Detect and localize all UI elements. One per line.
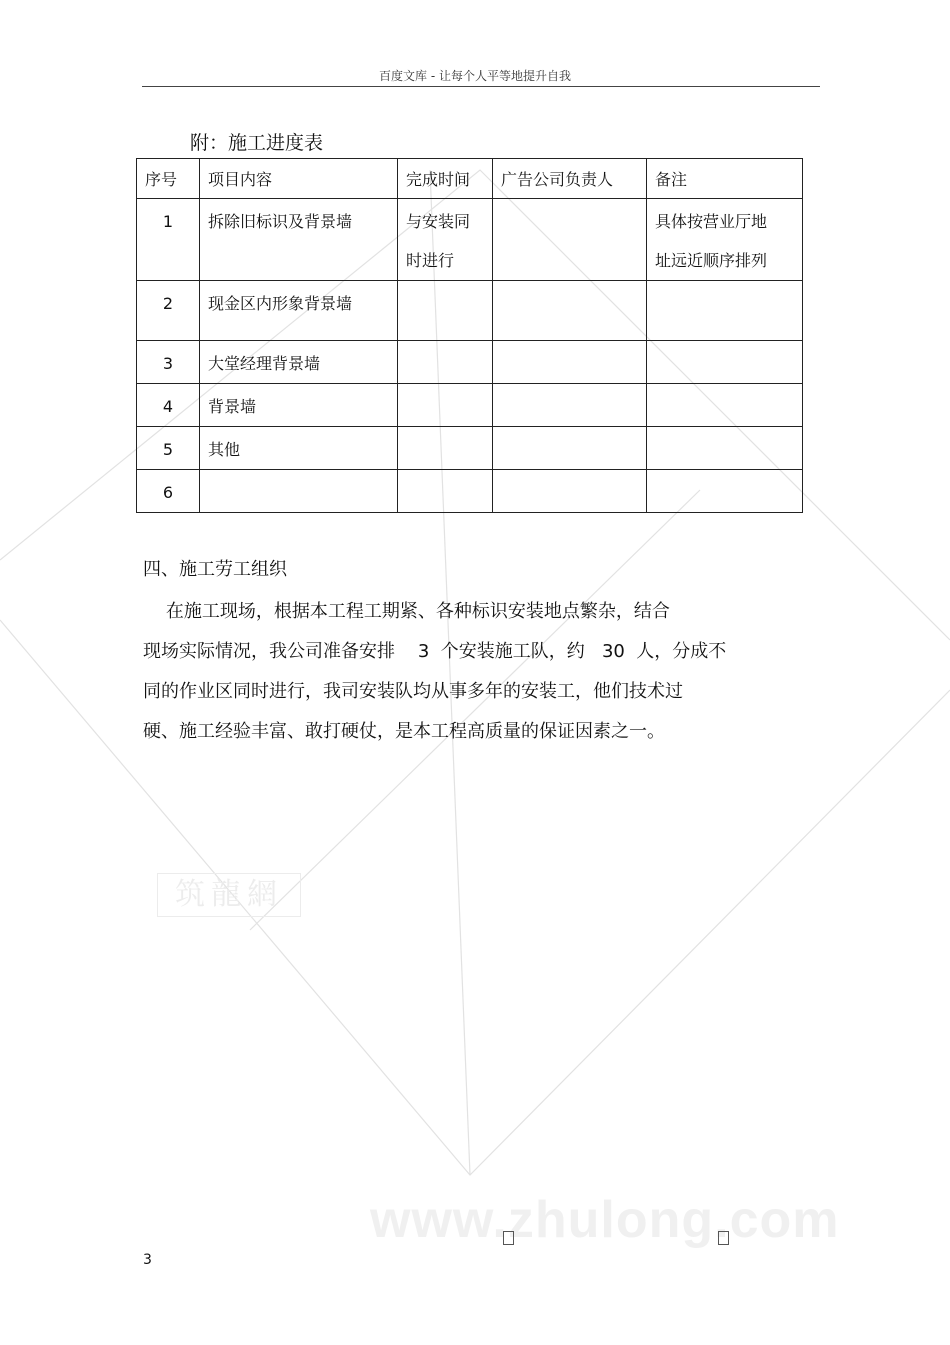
section-paragraph: [143, 592, 823, 752]
section-title: 四、施工劳工组织: [143, 559, 287, 580]
table-row: [137, 427, 803, 470]
missing-glyph-box: [718, 1231, 729, 1245]
cell-owner: [493, 281, 647, 341]
cell-item: 现金区内形象背景墙: [200, 281, 398, 341]
cell-no: 5: [137, 427, 200, 470]
page-header: 百度文库 - 让每个人平等地提升自我: [379, 69, 571, 83]
cell-note: [647, 384, 803, 427]
page-number: 3: [143, 1252, 152, 1268]
cell-time-line: 时进行: [406, 251, 455, 270]
cell-owner: [493, 199, 647, 281]
cell-time: [398, 384, 493, 427]
header-cell-time: 完成时间: [398, 159, 493, 199]
cell-no: 1: [137, 199, 200, 281]
missing-glyph-box: [503, 1231, 514, 1245]
cell-owner: [493, 427, 647, 470]
cell-item: 背景墙: [200, 384, 398, 427]
paragraph-line: 硬、施工经验丰富、敢打硬仗，是本工程高质量的保证因素之一。: [143, 721, 665, 742]
cell-no: 3: [137, 341, 200, 384]
cell-item: 拆除旧标识及背景墙: [200, 199, 398, 281]
cell-note: [647, 341, 803, 384]
cell-note: [647, 470, 803, 513]
header-cell-note: 备注: [647, 159, 803, 199]
cell-item: 大堂经理背景墙: [200, 341, 398, 384]
cell-owner: [493, 384, 647, 427]
table-caption: 附：施工进度表: [190, 132, 324, 154]
cell-time: [398, 341, 493, 384]
cell-time: [398, 281, 493, 341]
table-row: [137, 341, 803, 384]
watermark-url: www.zhulong.com: [370, 1191, 840, 1249]
watermark-logo: 筑龍網: [157, 873, 301, 917]
cell-note: [647, 281, 803, 341]
paragraph-line: 现场实际情况，我公司准备安排 3 个安装施工队，约 30 人，分成不: [143, 641, 727, 662]
cell-note-line: 具体按营业厅地: [655, 212, 768, 231]
header-cell-item: 项目内容: [200, 159, 398, 199]
table-row: [137, 470, 803, 513]
cell-time: [398, 470, 493, 513]
paragraph-line: 同的作业区同时进行，我司安装队均从事多年的安装工，他们技术过: [143, 681, 683, 702]
paragraph-line: 在施工现场，根据本工程工期紧、各种标识安装地点繁杂，结合: [143, 601, 670, 622]
cell-note: [647, 199, 803, 281]
header-cell-owner: 广告公司负责人: [493, 159, 647, 199]
table-header-row: [137, 159, 803, 199]
cell-time-line: 与安装同: [406, 212, 471, 231]
table-row: [137, 384, 803, 427]
schedule-table: [136, 158, 803, 513]
table-row: [137, 281, 803, 341]
cell-no: 4: [137, 384, 200, 427]
cell-time: [398, 199, 493, 281]
cell-owner: [493, 470, 647, 513]
cell-note: [647, 427, 803, 470]
cell-item: [200, 470, 398, 513]
cell-time: [398, 427, 493, 470]
cell-owner: [493, 341, 647, 384]
cell-no: 6: [137, 470, 200, 513]
header-cell-no: 序号: [137, 159, 200, 199]
cell-note-line: 址远近顺序排列: [655, 251, 768, 270]
table-row: [137, 199, 803, 281]
cell-item: 其他: [200, 427, 398, 470]
header-divider: [142, 86, 820, 87]
cell-no: 2: [137, 281, 200, 341]
